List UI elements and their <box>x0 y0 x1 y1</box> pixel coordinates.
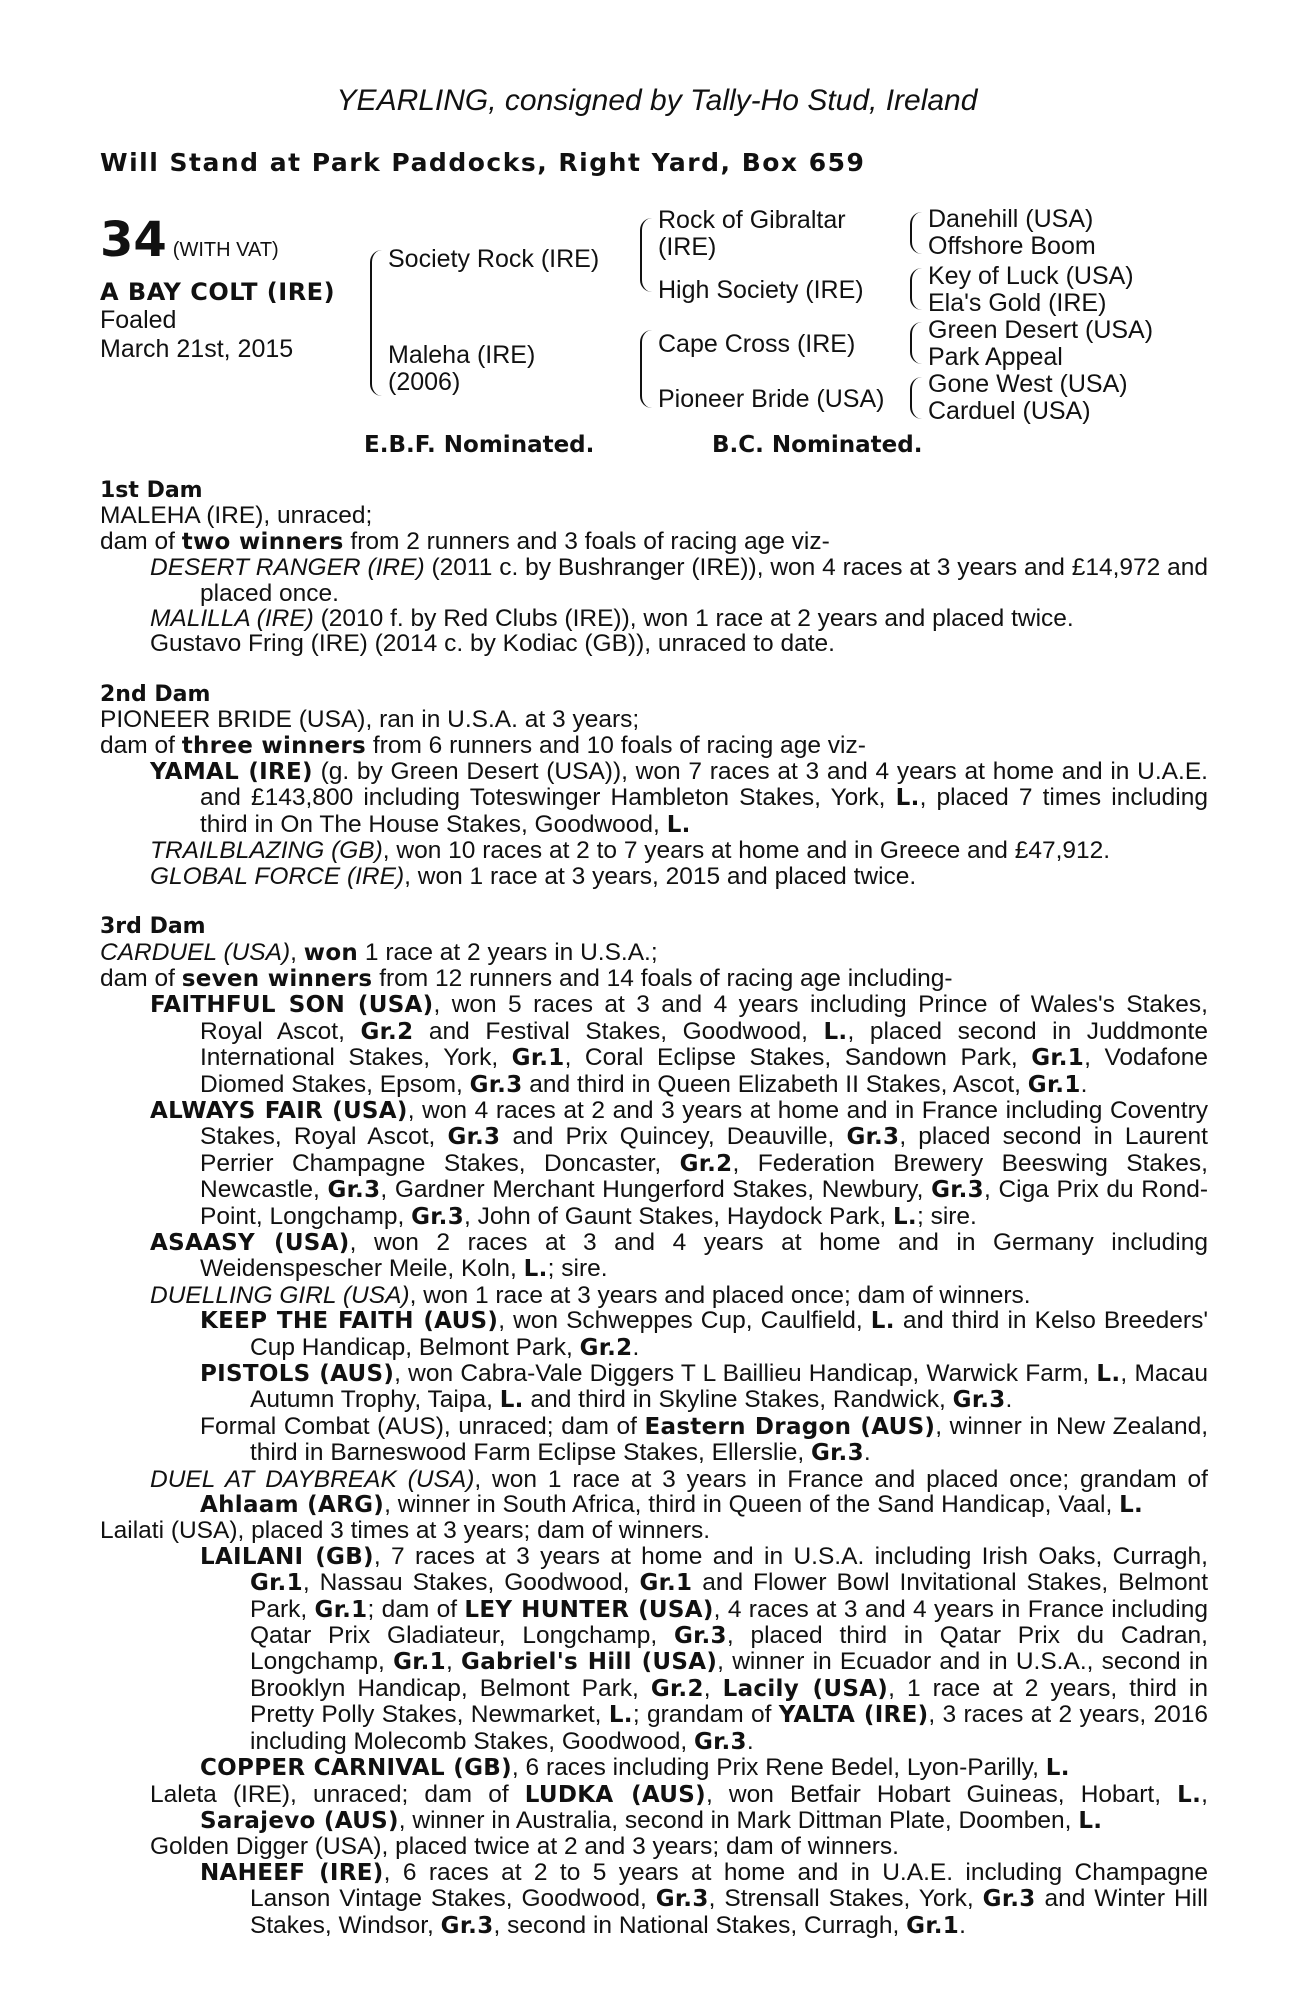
bold-text: Gr.2 <box>579 1334 633 1361</box>
pedigree-sire-sire <box>658 207 846 261</box>
text-run: , won 4 races at 2 and 3 years at home and in France including Coventry Stakes, Royal Ascot, <box>200 1096 1208 1151</box>
text-run: , Federation Brewery Beeswing Stakes, Newcastle, <box>200 1149 1208 1204</box>
produce-entry: Golden Digger (USA), placed twice at 2 and 3 years; dam of winners. <box>150 1833 899 1861</box>
brace <box>910 322 924 364</box>
text-run: . <box>1080 1070 1088 1098</box>
bold-text: KEEP THE FAITH (AUS) <box>200 1308 499 1335</box>
foaled-date: March 21st, 2015 <box>100 335 294 363</box>
bold-text: Gr.3 <box>411 1203 464 1230</box>
text-run: ; sire. <box>547 1255 608 1283</box>
text-run: DESERT RANGER (IRE) <box>150 554 425 582</box>
text-run: Formal Combat (AUS), unraced; dam of <box>200 1412 645 1440</box>
bold-text: seven winners <box>181 965 373 992</box>
text-run: , won Betfair Hobart Guineas, Hobart, <box>705 1780 1178 1808</box>
dam-details <box>100 478 1208 1939</box>
text-run: ; grandam of <box>632 1701 779 1729</box>
text-run: dam of <box>100 731 182 759</box>
text-run: and Flower Bowl Invitational Stakes, Belmont Park, <box>250 1569 1209 1623</box>
produce-entry <box>100 1308 1208 1361</box>
pedigree-g3: Key of Luck (USA) <box>928 262 1134 290</box>
text-run: Laleta (IRE), unraced; dam of <box>150 1780 525 1808</box>
bold-text: Gr.3 <box>440 1912 494 1939</box>
brace <box>640 218 654 292</box>
text-run: TRAILBLAZING (GB) <box>150 837 383 865</box>
text-run: and third in Queen Elizabeth II Stakes, Ascot, <box>522 1070 1028 1098</box>
bold-text: Sarajevo (AUS) <box>200 1807 399 1834</box>
text-run: , 1 race at 2 years, third in Pretty Polly Stakes, Newmarket, <box>250 1674 1208 1729</box>
bold-text: Gr.2 <box>360 1018 414 1045</box>
text-run: . <box>746 1727 754 1755</box>
bold-text: Gr.1 <box>511 1045 565 1072</box>
text-run: and Prix Quincey, Deauville, <box>500 1123 847 1151</box>
produce-entry: Lailati (USA), placed 3 times at 3 years; dam of winners. <box>100 1517 711 1545</box>
produce-entry <box>100 1283 1208 1308</box>
bold-text: L. <box>523 1256 548 1283</box>
bold-text: FAITHFUL SON (USA) <box>150 992 434 1019</box>
bold-text: L. <box>1078 1807 1103 1834</box>
text-run: (g. by Green Desert (USA)), won 7 races at 3 and 4 years at home and in U.A.E. and £143,800 including Toteswinger Hambleton Stakes, York, <box>200 758 1208 812</box>
text-run: GLOBAL FORCE (IRE) <box>150 862 405 890</box>
text-run: , winner in South Africa, third in Queen of the Sand Handicap, Vaal, <box>384 1491 1120 1519</box>
text-run: , <box>1201 1780 1208 1808</box>
bold-text: Gr.3 <box>693 1728 747 1755</box>
ebf-nominated: E.B.F. Nominated. <box>364 432 595 458</box>
text-run: , 4 races at 3 and 4 years in France including Qatar Prix Gladiateur, Longchamp, <box>250 1595 1209 1650</box>
text-run: from 6 runners and 10 foals of racing age viz- <box>366 731 866 759</box>
produce-entry <box>100 1098 1208 1230</box>
dam-line: PIONEER BRIDE (USA), ran in U.S.A. at 3 years; <box>100 706 640 734</box>
section-heading: 3rd Dam <box>100 914 206 940</box>
bold-text: Gr.3 <box>655 1886 709 1913</box>
brace <box>910 212 924 254</box>
bold-text: L. <box>666 811 691 838</box>
produce-entry <box>100 1467 1208 1519</box>
text-run: from 12 runners and 14 foals of racing age including- <box>372 964 953 992</box>
lot-number-block <box>100 212 279 268</box>
bold-text: ALWAYS FAIR (USA) <box>150 1097 408 1124</box>
page-title: YEARLING, consigned by Tally-Ho Stud, Ireland <box>336 84 978 117</box>
text-run: , won Schweppes Cup, Caulfield, <box>498 1307 871 1335</box>
bold-text: NAHEEF (IRE) <box>200 1859 384 1886</box>
bold-text: Gr.1 <box>1031 1045 1085 1072</box>
second-dam-section <box>100 682 1208 889</box>
bold-text: L. <box>870 1308 895 1335</box>
text-run: and third in Kelso Breeders' Cup Handicap, Belmont Park, <box>250 1307 1209 1361</box>
produce-entry <box>100 1755 1208 1781</box>
text-run: ; sire. <box>916 1202 977 1230</box>
text-run: , Strensall Stakes, York, <box>708 1885 983 1913</box>
text-run: , placed second in Laurent Perrier Champagne Stakes, Doncaster, <box>200 1123 1208 1177</box>
bold-text: Gr.1 <box>314 1596 368 1623</box>
bold-text: COPPER CARNIVAL (GB) <box>200 1755 512 1782</box>
text-run: 1 race at 2 years in U.S.A.; <box>358 938 658 966</box>
text-run: . <box>1005 1386 1013 1414</box>
lot-number: 34 <box>100 212 167 268</box>
text-run: DUEL AT DAYBREAK (USA) <box>150 1465 475 1493</box>
bold-text: LEY HUNTER (USA) <box>464 1596 714 1623</box>
text-run: . <box>632 1333 640 1361</box>
text-run: , won 5 races at 3 and 4 years including Prince of Wales's Stakes, Royal Ascot, <box>200 991 1208 1045</box>
text-run: . <box>959 1911 966 1939</box>
bold-text: two winners <box>181 528 344 555</box>
bold-text: L. <box>895 785 920 812</box>
pedigree-g8: Carduel (USA) <box>928 397 1091 425</box>
pedigree-sire-sire-name: Rock of Gibraltar <box>658 206 846 234</box>
bold-text: Gr.1 <box>393 1649 446 1676</box>
bold-text: Gr.1 <box>1027 1071 1081 1098</box>
bold-text: Gr.3 <box>327 1177 381 1204</box>
produce-entry <box>100 1230 1208 1283</box>
produce-entry <box>100 1782 1208 1835</box>
text-run: , won 2 races at 3 and 4 years at home and in Germany including Weidenspescher Meile, Koln, <box>200 1228 1208 1283</box>
text-run: , Ciga Prix du Rond-Point, Longchamp, <box>200 1176 1208 1230</box>
dam-produce-summary <box>100 529 1208 555</box>
first-dam-section <box>100 478 1208 657</box>
lot-name: A BAY COLT (IRE) <box>100 278 336 306</box>
text-run: dam of <box>100 527 182 555</box>
bold-text: Eastern Dragon (AUS) <box>644 1413 936 1440</box>
text-run: CARDUEL (USA) <box>100 938 291 966</box>
bold-text: LUDKA (AUS) <box>524 1781 706 1808</box>
text-run: , winner in New Zealand, third in Barneswood Farm Eclipse Stakes, Ellerslie, <box>250 1412 1209 1467</box>
bold-text: L. <box>608 1702 633 1729</box>
produce-entry <box>100 992 1208 1098</box>
brace <box>910 377 924 419</box>
pedigree-g1: Danehill (USA) <box>928 205 1094 233</box>
bold-text: L. <box>1045 1755 1070 1782</box>
brace <box>640 330 654 408</box>
text-run: , Vodafone Diomed Stakes, Epsom, <box>200 1044 1208 1098</box>
brace <box>910 268 924 310</box>
section-spacer <box>100 889 1208 914</box>
bold-text: YAMAL (IRE) <box>150 759 313 786</box>
section-heading: 2nd Dam <box>100 681 211 707</box>
bold-text: three winners <box>181 732 367 759</box>
text-run: , John of Gaunt Stakes, Haydock Park, <box>464 1202 893 1230</box>
bold-text: Gr.3 <box>931 1177 984 1204</box>
produce-entry <box>100 606 1208 631</box>
text-run: , won 1 race at 3 years in France and placed once; grandam of <box>474 1465 1208 1493</box>
text-run: , placed 7 times including third in On The House Stakes, Goodwood, <box>200 784 1208 838</box>
bold-text: Gabriel's Hill (USA) <box>461 1649 718 1676</box>
produce-entry <box>100 864 1208 889</box>
bold-text: YALTA (IRE) <box>778 1702 929 1729</box>
pedigree-sire-sire-country: (IRE) <box>658 233 717 261</box>
text-run: DUELLING GIRL (USA) <box>150 1281 410 1309</box>
text-run: . <box>863 1439 871 1467</box>
text-run: , won Cabra-Vale Diggers T L Baillieu Handicap, Warwick Farm, <box>394 1360 1097 1387</box>
text-run: , Coral Eclipse Stakes, Sandown Park, <box>564 1044 1032 1072</box>
pedigree-g6: Park Appeal <box>928 343 1063 371</box>
produce-entry <box>100 1361 1208 1414</box>
bold-text: L. <box>1177 1781 1202 1808</box>
bold-text: PISTOLS (AUS) <box>200 1361 395 1387</box>
pedigree-g5: Green Desert (USA) <box>928 316 1154 344</box>
text-run: , Nassau Stakes, Goodwood, <box>302 1569 640 1597</box>
bold-text: Gr.3 <box>952 1387 1006 1414</box>
dam-produce-summary <box>100 966 1208 992</box>
section-spacer <box>100 657 1208 682</box>
bold-text: ASAASY (USA) <box>150 1229 350 1256</box>
text-run: (2010 f. by Red Clubs (IRE)), won 1 race at 2 years and placed twice. <box>313 605 1074 633</box>
bold-text: L. <box>499 1387 524 1414</box>
text-run: , <box>445 1648 462 1676</box>
text-run: MALILLA (IRE) <box>150 605 314 633</box>
produce-entry <box>100 1860 1208 1939</box>
text-run: , placed third in Qatar Prix du Cadran, Longchamp, <box>250 1622 1208 1676</box>
bold-text: Gr.3 <box>469 1071 523 1098</box>
produce-entry: Gustavo Fring (IRE) (2014 c. by Kodiac (GB)), unraced to date. <box>150 630 835 658</box>
produce-entry <box>100 759 1208 838</box>
produce-entry <box>100 1544 1208 1755</box>
bold-text: Gr.1 <box>906 1912 960 1939</box>
dam-line: MALEHA (IRE), unraced; <box>100 502 373 530</box>
text-run: , Macau Autumn Trophy, Taipa, <box>250 1360 1208 1414</box>
bold-text: LAILANI (GB) <box>200 1543 374 1570</box>
text-run: and Festival Stakes, Goodwood, <box>413 1017 824 1045</box>
text-run: , 6 races including Prix Rene Bedel, Lyon-Parilly, <box>511 1754 1046 1782</box>
produce-entry <box>100 1414 1208 1467</box>
produce-entry <box>100 555 1208 606</box>
text-run: , winner in Ecuador and in U.S.A., second in Brooklyn Handicap, Belmont Park, <box>250 1648 1208 1702</box>
bold-text: Gr.3 <box>447 1124 501 1151</box>
produce-entry <box>100 838 1208 863</box>
pedigree-g7: Gone West (USA) <box>928 370 1128 398</box>
text-run: , Gardner Merchant Hungerford Stakes, Newbury, <box>380 1176 932 1204</box>
foaled-info <box>100 306 293 364</box>
dam-produce-summary <box>100 733 1208 759</box>
text-run: from 2 runners and 3 foals of racing age viz- <box>343 527 830 555</box>
pedigree-g4: Ela's Gold (IRE) <box>928 289 1107 317</box>
text-run: and Winter Hill Stakes, Windsor, <box>250 1885 1208 1939</box>
pedigree-dam-year: (2006) <box>388 368 461 396</box>
text-run: (2011 c. by Bushranger (IRE)), won 4 races at 3 years and £14,972 and placed once. <box>200 554 1209 607</box>
bold-text: Gr.3 <box>846 1124 900 1151</box>
dam-line <box>100 940 1208 966</box>
bold-text: L. <box>1096 1361 1121 1387</box>
text-run: dam of <box>100 964 182 992</box>
bold-text: L. <box>823 1018 848 1045</box>
bold-text: Gr.1 <box>639 1570 693 1597</box>
bold-text: Gr.1 <box>250 1570 303 1597</box>
pedigree-sire-dam: High Society (IRE) <box>658 276 864 304</box>
text-run: , <box>290 938 304 966</box>
pedigree-dam-sire: Cape Cross (IRE) <box>658 330 856 358</box>
bold-text: Gr.2 <box>679 1150 733 1177</box>
stand-location: Will Stand at Park Paddocks, Right Yard, Box 659 <box>100 148 866 177</box>
foaled-label: Foaled <box>100 306 177 334</box>
pedigree-dam <box>388 342 535 396</box>
bold-text: Ahlaam (ARG) <box>200 1492 385 1519</box>
text-run: , won 10 races at 2 to 7 years at home and in Greece and £47,912. <box>382 837 1111 865</box>
brace <box>370 250 384 396</box>
text-run: , <box>703 1674 723 1702</box>
text-run: , 7 races at 3 years at home and in U.S.A. including Irish Oaks, Curragh, <box>373 1542 1208 1570</box>
text-run: , 6 races at 2 to 5 years at home and in U.A.E. including Champagne Lanson Vintage Stakes, Goodwood, <box>250 1858 1208 1913</box>
lot-vat: (WITH VAT) <box>172 239 279 261</box>
text-run: , placed second in Juddmonte International Stakes, York, <box>200 1017 1208 1072</box>
text-run: , second in National Stakes, Curragh, <box>493 1911 907 1939</box>
text-run: ; dam of <box>367 1595 465 1623</box>
text-run: , 3 races at 2 years, 2016 including Molecomb Stakes, Goodwood, <box>250 1701 1208 1755</box>
bold-text: L. <box>892 1203 917 1230</box>
bold-text: L. <box>1119 1492 1144 1519</box>
bold-text: Gr.3 <box>673 1623 727 1650</box>
pedigree-sire: Society Rock (IRE) <box>388 245 600 273</box>
bold-text: Gr.3 <box>982 1886 1036 1913</box>
bold-text: Gr.2 <box>650 1675 704 1702</box>
text-run: and third in Skyline Stakes, Randwick, <box>523 1386 953 1414</box>
text-run: , winner in Australia, second in Mark Dittman Plate, Doomben, <box>398 1806 1079 1834</box>
bold-text: Lacily (USA) <box>722 1675 889 1702</box>
text-run: , won 1 race at 3 years, 2015 and placed twice. <box>404 862 917 890</box>
bold-text: Gr.3 <box>811 1440 864 1467</box>
pedigree-g2: Offshore Boom <box>928 232 1096 260</box>
third-dam-section <box>100 914 1208 1939</box>
pedigree-dam-dam: Pioneer Bride (USA) <box>658 385 885 413</box>
section-heading: 1st Dam <box>100 478 203 503</box>
bold-text: won <box>303 939 359 966</box>
bc-nominated: B.C. Nominated. <box>712 432 923 458</box>
pedigree-dam-name: Maleha (IRE) <box>388 341 536 369</box>
text-run: , won 1 race at 3 years and placed once; dam of winners. <box>409 1281 1031 1309</box>
